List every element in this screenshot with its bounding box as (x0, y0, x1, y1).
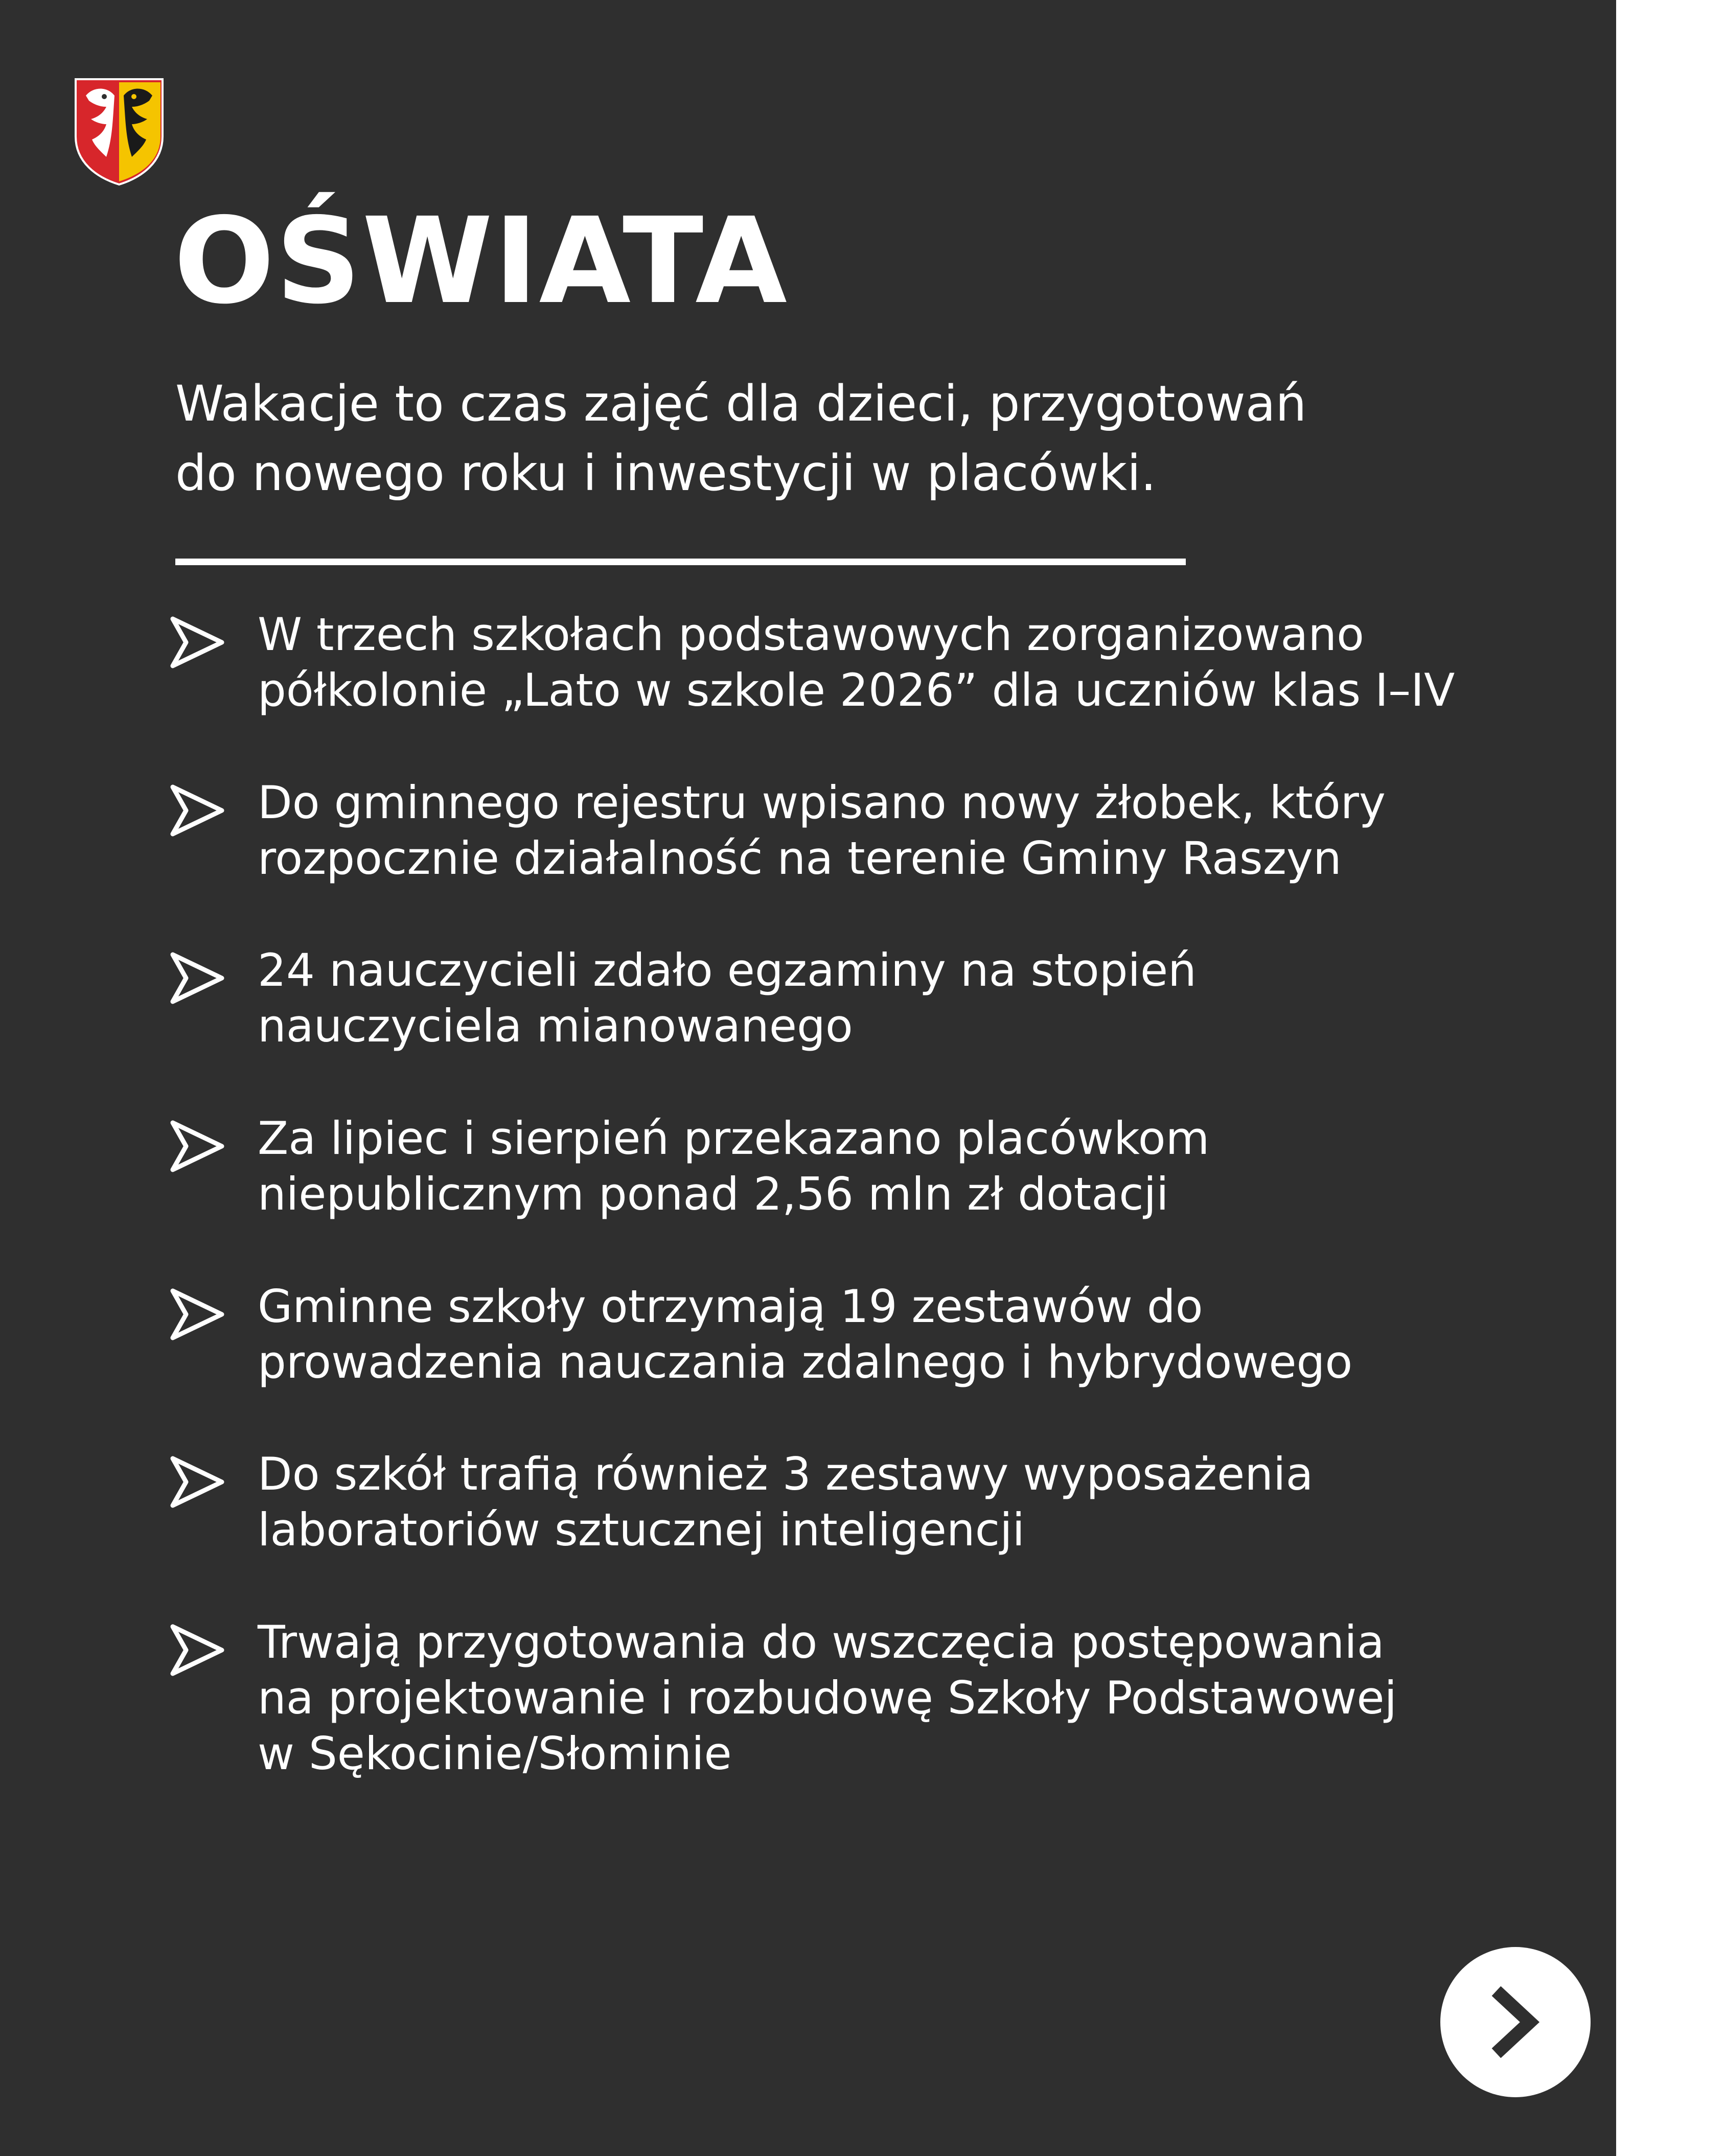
lead-line: Wakacje to czas zajęć dla dzieci, przygotowań (175, 375, 1307, 432)
list-item-line: na projektowanie i rozbudowę Szkoły Podstawowej (258, 1672, 1397, 1724)
list-item-line: rozpocznie działalność na terenie Gminy Raszyn (258, 832, 1342, 885)
next-slide-button[interactable] (1440, 1947, 1591, 2097)
arrow-outline-icon (169, 1453, 226, 1511)
lead-text (175, 369, 1453, 508)
lead-line: do nowego roku i inwestycji w placówki. (175, 445, 1157, 502)
list-item-line: laboratoriów sztucznej inteligencji (258, 1503, 1025, 1556)
list-item-line: Za lipiec i sierpień przekazano placówkom (258, 1112, 1210, 1165)
arrow-outline-icon (169, 614, 226, 671)
list-item-line: W trzech szkołach podstawowych zorganizowano (258, 608, 1364, 661)
arrow-outline-icon (169, 1621, 226, 1679)
coat-of-arms-logo (71, 75, 168, 188)
list-item-line: prowadzenia nauczania zdalnego i hybrydowego (258, 1336, 1353, 1388)
page-title: OŚWIATA (174, 192, 788, 330)
arrow-outline-icon (169, 1286, 226, 1343)
arrow-outline-icon (169, 782, 226, 839)
list-item-line: Do szkół trafią również 3 zestawy wyposażenia (258, 1448, 1314, 1500)
list-item-line: nauczyciela mianowanego (258, 1000, 853, 1052)
list-item-line: Gminne szkoły otrzymają 19 zestawów do (258, 1280, 1203, 1333)
arrow-outline-icon (169, 949, 226, 1007)
list-item-line: Do gminnego rejestru wpisano nowy żłobek, który (258, 776, 1386, 829)
right-margin-strip (1616, 0, 1725, 2156)
list-item-line: Trwają przygotowania do wszczęcia postępowania (258, 1616, 1385, 1668)
list-item-line: półkolonie „Lato w szkole 2026” dla uczniów klas I–IV (258, 664, 1455, 716)
list-item-line: niepublicznym ponad 2,56 mln zł dotacji (258, 1168, 1169, 1220)
list-item-line: w Sękocinie/Słominie (258, 1727, 732, 1780)
list-item-line: 24 nauczycieli zdało egzaminy na stopień (258, 944, 1197, 996)
chevron-right-icon (1480, 1986, 1551, 2058)
arrow-outline-icon (169, 1118, 226, 1175)
divider (175, 559, 1186, 565)
